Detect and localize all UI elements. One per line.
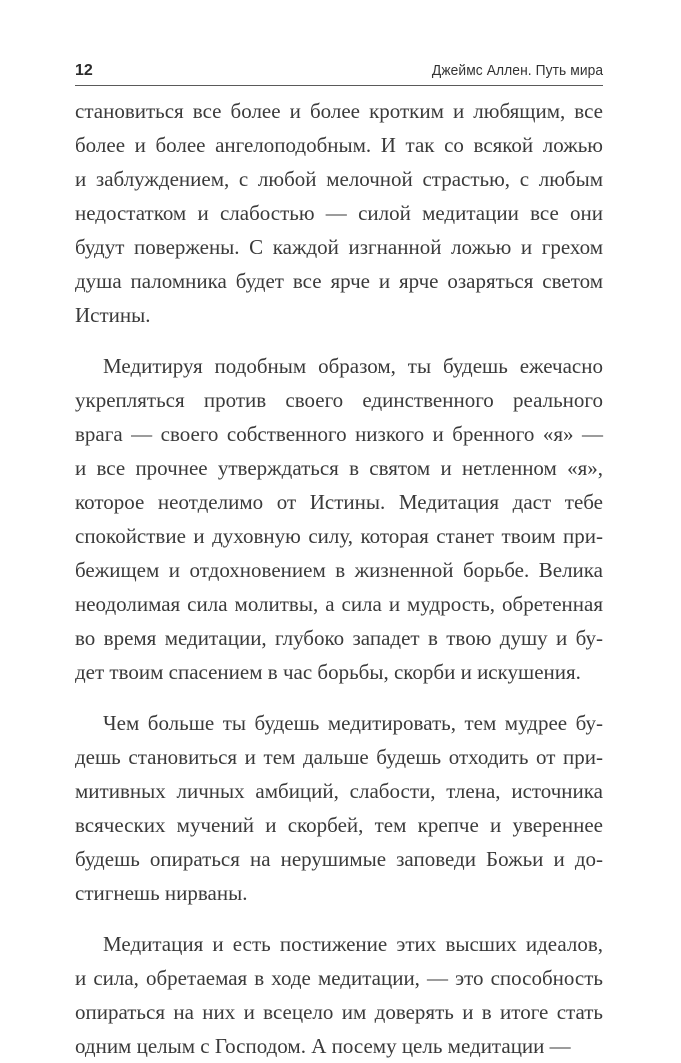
text-line: стигнешь нирваны. <box>75 881 248 905</box>
text-line: недостатком и слабостью — силой медитации все они <box>75 201 603 225</box>
text-line: укрепляться против своего единственного реального <box>75 388 603 412</box>
paragraph-gap <box>75 332 603 349</box>
text-line: Истины. <box>75 303 151 327</box>
paragraph <box>75 349 603 689</box>
running-head: Джеймс Аллен. Путь мира <box>431 62 603 79</box>
text-line: которое неотделимо от Истины. Медитация даст тебе <box>75 490 603 514</box>
text-line: всяческих мучений и скорбей, тем крепче и увереннее <box>75 813 603 837</box>
text-line: более и более ангелоподобным. И так со всякой ложью <box>75 133 603 157</box>
text-line: бежищем и отдохновением в жизненной борьбе. Велика <box>75 558 603 582</box>
paragraph <box>75 706 603 910</box>
text-line: Медитация и есть постижение этих высших идеалов, <box>103 932 603 956</box>
text-line: становиться все более и более кротким и любящим, все <box>75 99 603 123</box>
page-header <box>75 60 603 84</box>
text-line: Медитируя подобным образом, ты будешь ежечасно <box>103 354 603 378</box>
text-line: будешь опираться на нерушимые заповеди Божьи и до- <box>75 847 603 871</box>
text-line: дет твоим спасением в час борьбы, скорби и искушения. <box>75 660 581 684</box>
text-line: дешь становиться и тем дальше будешь отходить от при- <box>75 745 603 769</box>
paragraph-gap <box>75 910 603 927</box>
paragraph <box>75 927 603 1063</box>
body-text <box>75 94 603 1063</box>
text-line: во время медитации, глубоко западет в твою душу и бу- <box>75 626 603 650</box>
paragraph-gap <box>75 689 603 706</box>
text-line: и все прочнее утверждаться в святом и нетленном «я», <box>75 456 603 480</box>
text-line: врага — своего собственного низкого и бренного «я» — <box>75 422 603 446</box>
text-line: митивных личных амбиций, слабости, тлена, источника <box>75 779 603 803</box>
text-line: одним целым с Господом. А посему цель медитации — <box>75 1034 571 1058</box>
text-line: неодолимая сила молитвы, а сила и мудрость, обретенная <box>75 592 603 616</box>
text-line: опираться на них и всецело им доверять и в итоге стать <box>75 1000 603 1024</box>
text-line: душа паломника будет все ярче и ярче озаряться светом <box>75 269 603 293</box>
page-number: 12 <box>75 62 93 79</box>
text-line: будут повержены. С каждой изгнанной ложью и грехом <box>75 235 603 259</box>
text-line: спокойствие и духовную силу, которая станет твоим при- <box>75 524 603 548</box>
paragraph <box>75 94 603 332</box>
text-line: и сила, обретаемая в ходе медитации, — это способность <box>75 966 603 990</box>
header-rule <box>75 85 603 86</box>
text-line: и заблуждением, с любой мелочной страстью, с любым <box>75 167 603 191</box>
text-line: Чем больше ты будешь медитировать, тем мудрее бу- <box>103 711 603 735</box>
